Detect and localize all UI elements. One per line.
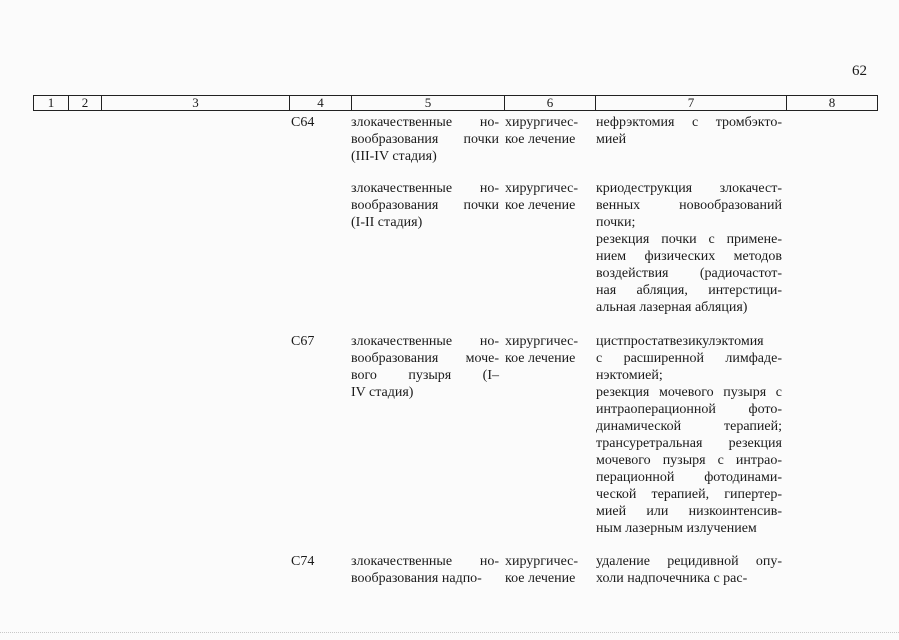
treatment-method-cell-line: с расширенной лимфаде- [596,351,782,366]
treatment-method-cell [596,180,782,316]
treatment-method-cell-line: трансуретральная резекция [596,436,782,451]
diagnosis-cell-line: вого пузыря (I– [351,368,499,383]
diagnosis-cell [351,333,499,401]
treatment-type-cell-line: кое лечение [505,571,576,586]
treatment-method-cell-line: венных новообразований [596,198,782,213]
treatment-method-cell-line: альная лазерная абляция) [596,300,748,315]
treatment-method-cell-line: мией или низкоинтенсив- [596,504,782,519]
treatment-type-cell-line: хирургичес- [505,334,579,349]
diagnosis-cell-line: злокачественные но- [351,554,499,569]
treatment-type-cell [505,180,590,214]
diagnosis-cell-line: вообразования моче- [351,351,499,366]
treatment-type-cell-line: кое лечение [505,351,576,366]
treatment-method-cell-line: холи надпочечника с рас- [596,571,748,586]
diagnosis-cell-line: (III-IV стадия) [351,149,437,164]
treatment-method-cell [596,114,782,148]
header-col-2: 2 [69,96,102,110]
icd-code: C74 [291,554,315,569]
diagnosis-cell [351,180,499,231]
header-col-5: 5 [352,96,505,110]
treatment-method-cell-line: резекция почки с примене- [596,232,782,247]
treatment-type-cell [505,553,590,587]
treatment-type-cell-line: кое лечение [505,132,576,147]
header-col-7: 7 [596,96,787,110]
diagnosis-cell-line: злокачественные но- [351,181,499,196]
diagnosis-cell-line: вообразования почки [351,132,499,147]
treatment-type-cell-line: хирургичес- [505,115,579,130]
diagnosis-cell [351,114,499,165]
icd-code: C67 [291,334,315,349]
diagnosis-cell [351,553,499,587]
treatment-method-cell-line: нэктомией; [596,368,663,383]
diagnosis-cell-line: вообразования надпо- [351,571,482,586]
scan-edge-divider [0,632,899,634]
treatment-method-cell-line: резекция мочевого пузыря с [596,385,782,400]
icd-code: C64 [291,115,315,130]
treatment-type-cell [505,114,590,148]
diagnosis-cell-line: злокачественные но- [351,115,499,130]
treatment-type-cell [505,333,590,367]
header-col-1: 1 [34,96,69,110]
treatment-method-cell-line: воздействия (радиочастот- [596,266,782,281]
treatment-method-cell-line: нефрэктомия с тромбэкто- [596,115,782,130]
diagnosis-cell-line: (I-II стадия) [351,215,423,230]
treatment-method-cell [596,553,782,587]
treatment-method-cell-line: интраоперационной фото- [596,402,782,417]
header-col-8: 8 [828,95,836,110]
treatment-method-cell-line: перационной фотодинами- [596,470,782,485]
treatment-method-cell [596,333,782,537]
treatment-method-cell-line: цистпростатвезикулэктомия [596,334,764,349]
treatment-method-cell-line: нием физических методов [596,249,782,264]
treatment-method-cell-line: мочевого пузыря с интрао- [596,453,782,468]
header-col-3: 3 [102,96,290,110]
diagnosis-cell-line: вообразования почки [351,198,499,213]
treatment-method-cell-line: ная абляция, интерстици- [596,283,782,298]
treatment-method-cell-line: ческой терапией, гипертер- [596,487,782,502]
treatment-type-cell-line: кое лечение [505,198,576,213]
diagnosis-cell-line: IV стадия) [351,385,414,400]
treatment-method-cell-line: удаление рецидивной опу- [596,554,782,569]
page-number: 62 [852,63,867,79]
header-col-6: 6 [505,96,596,110]
treatment-method-cell-line: мией [596,132,627,147]
header-col-4: 4 [290,96,352,110]
treatment-type-cell-line: хирургичес- [505,181,579,196]
treatment-type-cell-line: хирургичес- [505,554,579,569]
treatment-method-cell-line: почки; [596,215,636,230]
treatment-method-cell-line: ным лазерным излучением [596,521,757,536]
diagnosis-cell-line: злокачественные но- [351,334,499,349]
treatment-method-cell-line: криодеструкция злокачест- [596,181,782,196]
treatment-method-cell-line: динамической терапией; [596,419,782,434]
